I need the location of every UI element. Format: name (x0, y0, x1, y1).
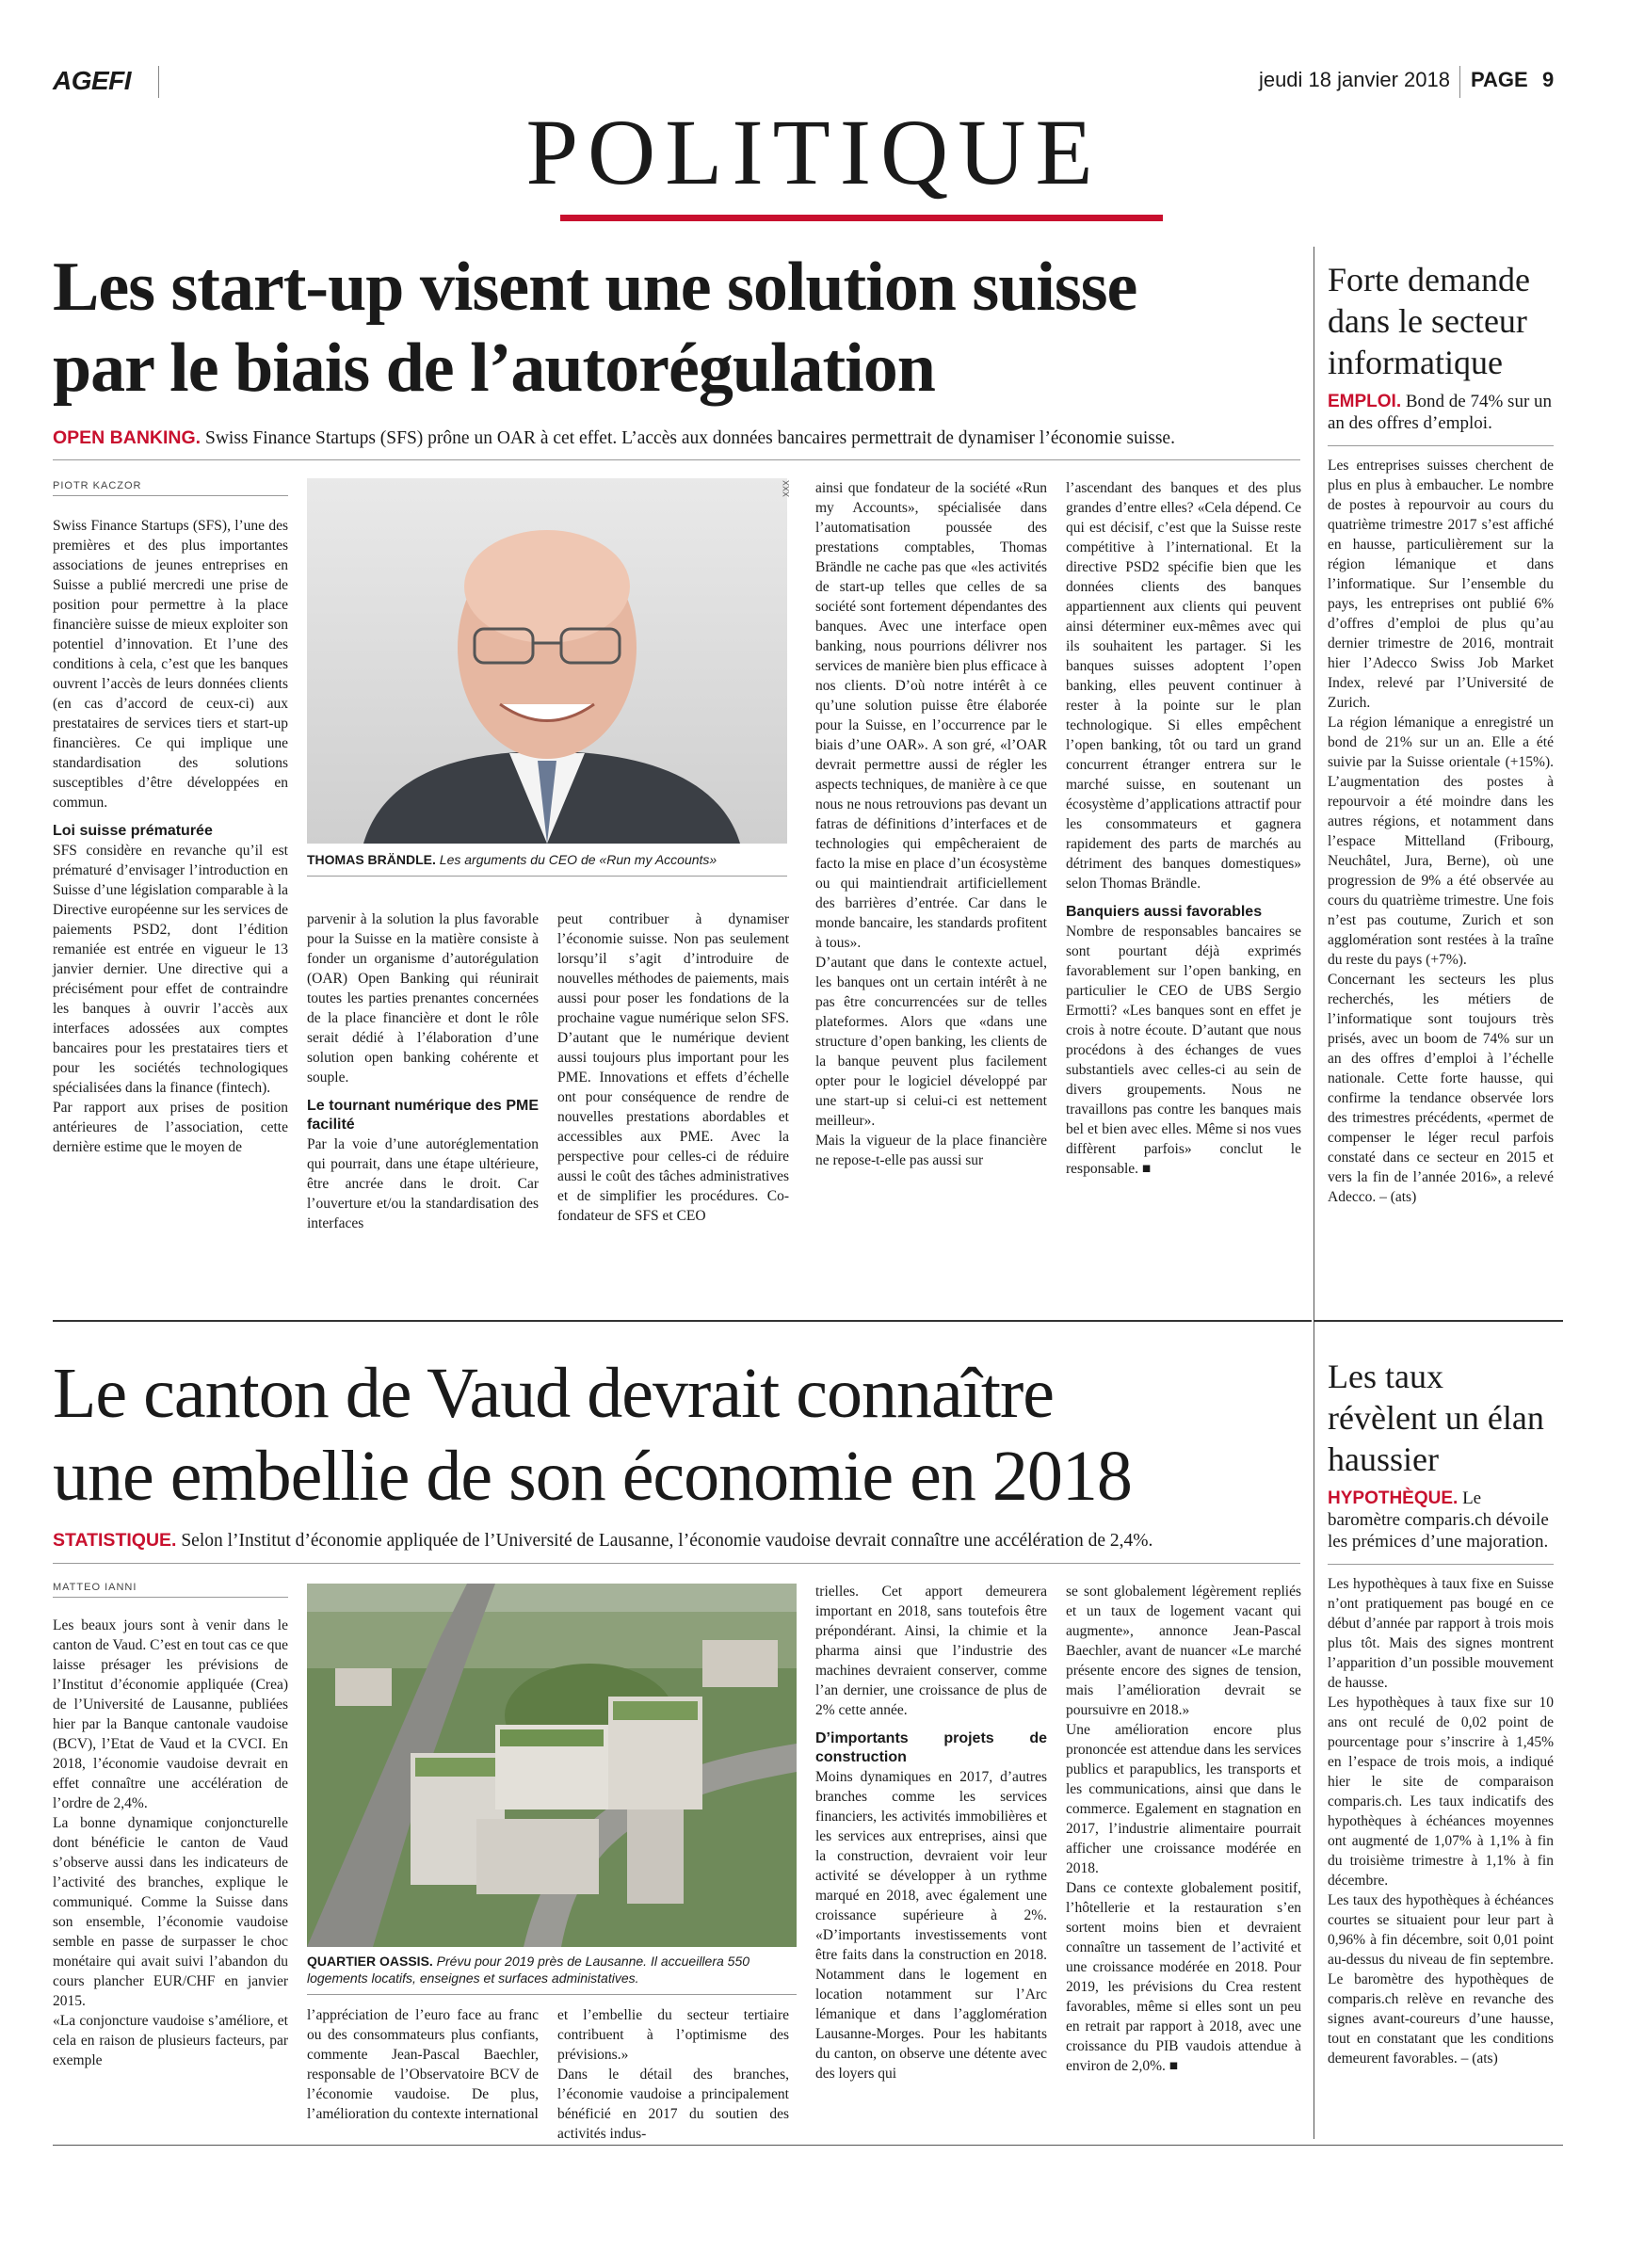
article2-col3-top (815, 1582, 1047, 2083)
article1-col1 (53, 516, 288, 1157)
article1-lead (53, 426, 1305, 451)
sidebar2 (1328, 1356, 1554, 2068)
caption-name: QUARTIER OASSIS. (307, 1954, 433, 1969)
paragraph: Nombre de responsables bancaires se sont pourtant déjà exprimés favorablement sur l’open banking, en particulier le CEO de UBS Sergio Ermotti? «Les banques sont en effet je crois à notre écoute. D’autant que nous procédons à des échanges de vues substantiels avec celles-ci au sein de divers groupements. Nous ne travaillons pas contre les banques mais bel et bien avec elles. Même si nos vues diffèrent parfois» conclut le responsable. ■ (1066, 924, 1301, 1177)
caption-text: Les arguments du CEO de «Run my Accounts» (435, 852, 717, 867)
article2-byline: MATTEO IANNI (53, 1582, 288, 1598)
article1-col2 (307, 909, 539, 1233)
paragraph: D’autant que dans le contexte actuel, les banques ont un certain intérêt à ne pas être concurrencées sur de telles plateformes. Alors que «dans une structure d’open banking, les clients de la banque peuvent plus facilement opter pour le logiciel développé par une start-up si celui-ci est nettement meilleur». (815, 955, 1047, 1129)
article1-photo-caption (307, 851, 797, 868)
article2-col1 (53, 1616, 288, 2070)
paragraph: «La conjoncture vaudoise s’améliore, et cela en raison de plusieurs facteurs, par exemple (53, 2013, 288, 2068)
article2-col2 (307, 2005, 539, 2124)
article1-col3-top (815, 478, 1047, 1170)
article1-lead-tag: OPEN BANKING. (53, 427, 201, 448)
sidebar1-lead (1328, 391, 1554, 434)
portrait-photo (307, 478, 787, 844)
article2-top-rule (53, 1563, 1300, 1564)
paragraph: se sont globalement légèrement repliés et un taux de logement vacant qui augmente», annonce Jean-Pascal Baechler, avant de nuancer «Le marché présente encore des signes de tension, mais l’amélioration devrait se poursuivre en 2018.» (1066, 1584, 1301, 1718)
paragraph: Les hypothèques à taux fixe en Suisse n’ont pratiquement pas bougé en ce début d’année par rapport à trois mois plus tôt. Mais des signes montrent l’apparition d’un possible mouvement de hausse. (1328, 1576, 1554, 1691)
article1-headline (53, 247, 1277, 409)
article2-col4 (1066, 1582, 1301, 2076)
article-separator (53, 1320, 1312, 1322)
paragraph: SFS considère en revanche qu’il est prématuré d’envisager l’introduction en Suisse d’une législation comparable à la Directive européenne sur les services de paiements PSD2, dont l’édition remaniée est entrée en vigueur le 13 janvier dernier. Une directive qui a précisément pour effet de contraindre les banques à ouvrir l’accès aux interfaces adossées aux comptes bancaires pour les prestataires tiers et pour les sociétés technologiques spécialisées dans la finance (fintech). (53, 843, 288, 1096)
aerial-photo (307, 1584, 797, 1947)
logo-separator (158, 66, 159, 98)
header-separator (1459, 66, 1460, 98)
header-date: jeudi 18 janvier 2018 (1258, 68, 1450, 91)
paragraph: parvenir à la solution la plus favorable pour la Suisse en la matière consiste à fonder un organisme d’autorégulation (OAR) Open Banking qui réunirait toutes les parties prenantes concernées de la place financière et dont le rôle serait dédié à l’élaboration d’une solution open banking cohérente et souple. (307, 911, 539, 1086)
article2-lead-tag: STATISTIQUE. (53, 1530, 177, 1551)
paragraph: Une amélioration encore plus prononcée est attendue dans les services publics et parapublics, les transports et les communications, ainsi que dans le commerce. Egalement en stagnation en 2017, l’industrie alimentaire pourrait afficher une croissance modérée en 2018. (1066, 1722, 1301, 1876)
article2-headline-line1: Le canton de Vaud devrait connaître (53, 1354, 1055, 1433)
sidebar2-lead (1328, 1488, 1554, 1552)
section-title: POLITIQUE (525, 100, 1103, 204)
photo-credit: XXX (782, 480, 791, 498)
paragraph: l’appréciation de l’euro face au franc ou des consommateurs plus confiants, commente Jean-Pascal Baechler, responsable de l’Observatoire BCV de l’économie vaudoise. De plus, l’amélioration du contexte international (307, 2007, 539, 2122)
paragraph: La bonne dynamique conjoncturelle dont bénéficie le canton de Vaud s’observe aussi dans les indicateurs de l’activité des branches, explique le communiqué. Comme la Suisse dans son ensemble, l’économie vaudoise semble en passe de surpasser le choc monétaire qui avait suivi l’abandon du cours plancher EUR/CHF en janvier 2015. (53, 1815, 288, 2009)
caption-name: THOMAS BRÄNDLE. (307, 852, 436, 867)
caption-rule (307, 1994, 797, 1995)
sidebar1-lead-text: Bond de 74% sur un an des offres d’emploi. (1328, 392, 1553, 433)
paragraph: Dans ce contexte globalement positif, l’hôtellerie et la restauration s’en sortent moins bien et devraient connaître un tassement de l’activité et une croissance modérée en 2018. Pour 2019, les prévisions du Crea restent favorables, même si elles sont un peu en retrait par rapport à 2018, avec une croissance du PIB vaudois attendue à environ de 2,0%. ■ (1066, 1880, 1301, 2074)
paragraph: l’ascendant des banques et des plus grandes d’entre elles? «Cela dépend. Ce qui est décisif, c’est que la Suisse reste compétitive à l’international. Et la directive PSD2 spécifie bien que les données clients des banques appartiennent aux clients qui peuvent ainsi déterminer eux-mêmes avec qui ils souhaitent les partager. Si les banques suisses adoptent l’open banking, elles peuvent continuer à rester à la pointe sur le plan technologique. Si elles empêchent l’open banking, tôt ou tard un grand concurrent étranger entrera sur le marché suisse, en soutenant un écosystème d’applications attractif pour les consommateurs et gagnera rapidement des parts de marchés au détriment des banques domestiques» selon Thomas Brändle. (1066, 480, 1301, 892)
paragraph: peut contribuer à dynamiser l’économie suisse. Non pas seulement lorsqu’il s’agit d’introduire de nouvelles méthodes de paiements, mais aussi pour poser les fondations de la prochaine vague numérique selon SFS. D’autant que le numérique devient aussi toujours plus important pour les PME. Innovations et effets d’échelle ont pour conséquence de rendre de nouvelles prestations abordables et accessibles aux PME. Avec la perspective pour celles-ci de réduire aussi le coût des tâches administratives et de simplifier les procédures. Co-fondateur de SFS et CEO (557, 911, 789, 1224)
article2-photo-caption (307, 1953, 797, 1987)
sidebar1-title: Forte demande dans le secteur informatique (1328, 261, 1530, 381)
sidebar2-title: Les taux révèlent un élan haussier (1328, 1358, 1544, 1478)
paragraph: Par rapport aux prises de position antérieures de l’association, cette dernière estime que le moyen de (53, 1100, 288, 1155)
article2-lead (53, 1528, 1305, 1553)
masthead-logo: AGEFI (53, 66, 132, 95)
page-label: PAGE (1471, 68, 1528, 91)
sidebar-separator (1314, 1320, 1563, 1322)
paragraph: Swiss Finance Startups (SFS), l’une des premières et des plus importantes associations de jeunes entreprises en Suisse a publié mercredi une prise de position pour permettre à la place financière suisse de mieux exploiter son potentiel d’innovation. Et l’une des conditions à cela, c’est que les banques ouvrent l’accès de leurs données clients (en cas d’accord de ceux-ci) aux prestataires de services tiers et start-up financières. Ce qui implique une standardisation des solutions susceptibles d’être développées en commun. (53, 518, 288, 811)
aerial-illustration (307, 1584, 797, 1947)
paragraph: Dans le détail des branches, l’économie vaudoise a principalement bénéficié en 2017 du soutien des activités indus- (557, 2067, 789, 2142)
caption-text: Prévu pour 2019 près de Lausanne. Il accueillera 550 logements locatifs, enseignes et surfaces administatives. (307, 1954, 750, 1986)
article1-headline-line1: Les start-up visent une solution suisse (53, 249, 1137, 326)
subheading: Banquiers aussi favorables (1066, 904, 1263, 920)
sidebar2-lead-text: Le baromètre comparis.ch dévoile les prémices d’une majoration. (1328, 1488, 1549, 1552)
sidebar1-tag: EMPLOI. (1328, 392, 1402, 411)
paragraph: La région lémanique a enregistré un bond de 21% sur un an. Elle a été suivie par la Suisse orientale (+15%). L’augmentation des postes à repourvoir a été moindre dans les autres régions, et notamment dans l’espace Mittelland (Fribourg, Neuchâtel, Jura, Berne), où une progression de 9% a été observée au cours du quatrième trimestre. Une fois n’est pas coutume, Zurich et son agglomération sont restées à la traîne du reste du pays (+7%). (1328, 715, 1554, 968)
sidebar2-rule (1328, 1564, 1554, 1565)
article1-col4 (1066, 478, 1301, 1179)
paragraph: Les entreprises suisses cherchent de plus en plus à embaucher. Le nombre de postes à repourvoir au cours du quatrième trimestre 2017 s’est affiché en hausse, particulièrement sur la région lémanique et dans l’informatique. Sur l’ensemble du pays, les entreprises ont publié 6% d’offres d’emploi de plus qu’au dernier trimestre de 2016, montrait hier l’Adecco Swiss Job Market Index, relevé par l’Université de Zurich. (1328, 458, 1554, 711)
article1-headline-line2: par le biais de l’autorégulation (53, 330, 935, 407)
paragraph: ainsi que fondateur de la société «Run my Accounts», spécialisée dans l’automatisation poussée des prestations comptables, Thomas Brändle ne cache pas que «les activités de start-up telles que celles de sa société sont fortement dépendantes des banques. Avec une interface open banking, nous pourrions délivrer nos services de manière bien plus efficace à nos clients. D’où notre intérêt à ce qu’une solution puisse être élaborée pour la Suisse, en l’occurrence par le biais d’une OAR». A son gré, «l’OAR devrait permettre aussi de régler les aspects techniques, de manière à ce que nous ne nous retrouvions pas devant un fatras de définitions d’interfaces et de technologies qui empêcheraient de facto la mise en place d’un écosystème ou qui maintiendrait artificiellement des barrières d’entrée. Car dans le monde bancaire, les standards profitent à tous». (815, 480, 1047, 951)
paragraph: Concernant les secteurs les plus recherchés, les métiers de l’informatique sont toujours très prisés, avec un boom de 74% sur un an des offres d’emploi à l’échelle nationale. Cette forte hausse, qui confirme la tendance observée lors des trimestres précédents, «permet de compenser le léger recul parfois constaté dans ce secteur en 2015 et vers la fin de l’année 2016», a relevé Adecco. – (ats) (1328, 972, 1554, 1205)
section-underline (560, 215, 1163, 221)
article2-headline (53, 1352, 1296, 1518)
paragraph: Les taux des hypothèques à échéances courtes se situaient pour leur part à 0,96% à fin décembre, soit 0,01 point au-dessus du niveau de fin septembre. Le baromètre des hypothèques de comparis.ch relève en revanche des signes avant-coureurs d’une hausse, tout en constatant que les conditions demeurent favorables. – (ats) (1328, 1892, 1554, 2067)
article2-lead-text: Selon l’Institut d’économie appliquée de l’Université de Lausanne, l’économie vaudoise devrait connaître une accélération de 2,4%. (176, 1531, 1153, 1551)
article2-headline-line2: une embellie de son économie en 2018 (53, 1437, 1132, 1516)
paragraph: et l’embellie du secteur tertiaire contribuent à l’optimisme des prévisions.» (557, 2007, 789, 2063)
sidebar1 (1328, 259, 1554, 1207)
sidebar2-tag: HYPOTHÈQUE. (1328, 1488, 1459, 1508)
article1-lead-text: Swiss Finance Startups (SFS) prône un OAR à cet effet. L’accès aux données bancaires permettrait de dynamiser l’économie suisse. (201, 428, 1175, 448)
paragraph: trielles. Cet apport demeurera important en 2018, sans toutefois être prépondérant. Ainsi, la chimie et la pharma ainsi que l’industrie des machines devraient conserver, comme l’an dernier, une croissance de plus de 2% cette année. (815, 1584, 1047, 1718)
paragraph: Les beaux jours sont à venir dans le canton de Vaud. C’est en tout cas ce que laisse présager les prévisions de l’Institut d’économie appliquée (Crea) de l’Université de Lausanne, publiées hier par la Banque cantonale vaudoise (BCV), l’Etat de Vaud et la CVCI. En 2018, l’économie vaudoise devrait en effet connaître une accélération de l’ordre de 2,4%. (53, 1617, 288, 1811)
caption-rule (307, 876, 787, 877)
subheading: Loi suisse prématurée (53, 823, 213, 839)
paragraph: Les hypothèques à taux fixe sur 10 ans ont reculé de 0,02 point de pourcentage pour s’inscrire à 1,45% en l’espace de trois mois, a indiqué hier le site de comparaison comparis.ch. Les taux indicatifs des hypothèques à échéances moyennes ont augmenté de 1,07% à 1,1% à fin du troisième trimestre à 1,1% à fin décembre. (1328, 1695, 1554, 1889)
article1-byline: PIOTR KACZOR (53, 480, 288, 496)
article1-col3-bottom (557, 909, 789, 1226)
article1-top-rule (53, 459, 1300, 460)
article2-col3-bottom (557, 2005, 789, 2144)
paragraph: Mais la vigueur de la place financière ne repose-t-elle pas aussi sur (815, 1133, 1047, 1168)
page-number: 9 (1542, 68, 1555, 91)
sidebar1-rule (1328, 445, 1554, 446)
subheading: D’importants projets de construction (815, 1730, 1047, 1765)
paragraph: Moins dynamiques en 2017, d’autres branches comme les services financiers, les activités immobilières et les services aux entreprises, ainsi que la construction, devraient voir leur activité se développer à un rythme marqué en 2018, avec également une croissance supérieure à 2%. «D’importants investissements vont être faits dans la construction en 2018. Notamment dans le logement en location notamment sur l’Arc lémanique et dans l’agglomération Lausanne-Morges. Pour les habitants du canton, on observe une détente avec des loyers qui (815, 1769, 1047, 2082)
portrait-illustration (307, 478, 787, 844)
paragraph: Par la voie d’une autoréglementation qui pourrait, dans une étape ultérieure, être ancrée dans le droit. Car l’ouverture et/ou la standardisation des interfaces (307, 1136, 539, 1231)
sidebar2-body (1328, 1574, 1554, 2068)
bottom-rule (53, 2145, 1563, 2146)
sidebar1-body (1328, 456, 1554, 1207)
subheading: Le tournant numérique des PME facilité (307, 1098, 539, 1133)
